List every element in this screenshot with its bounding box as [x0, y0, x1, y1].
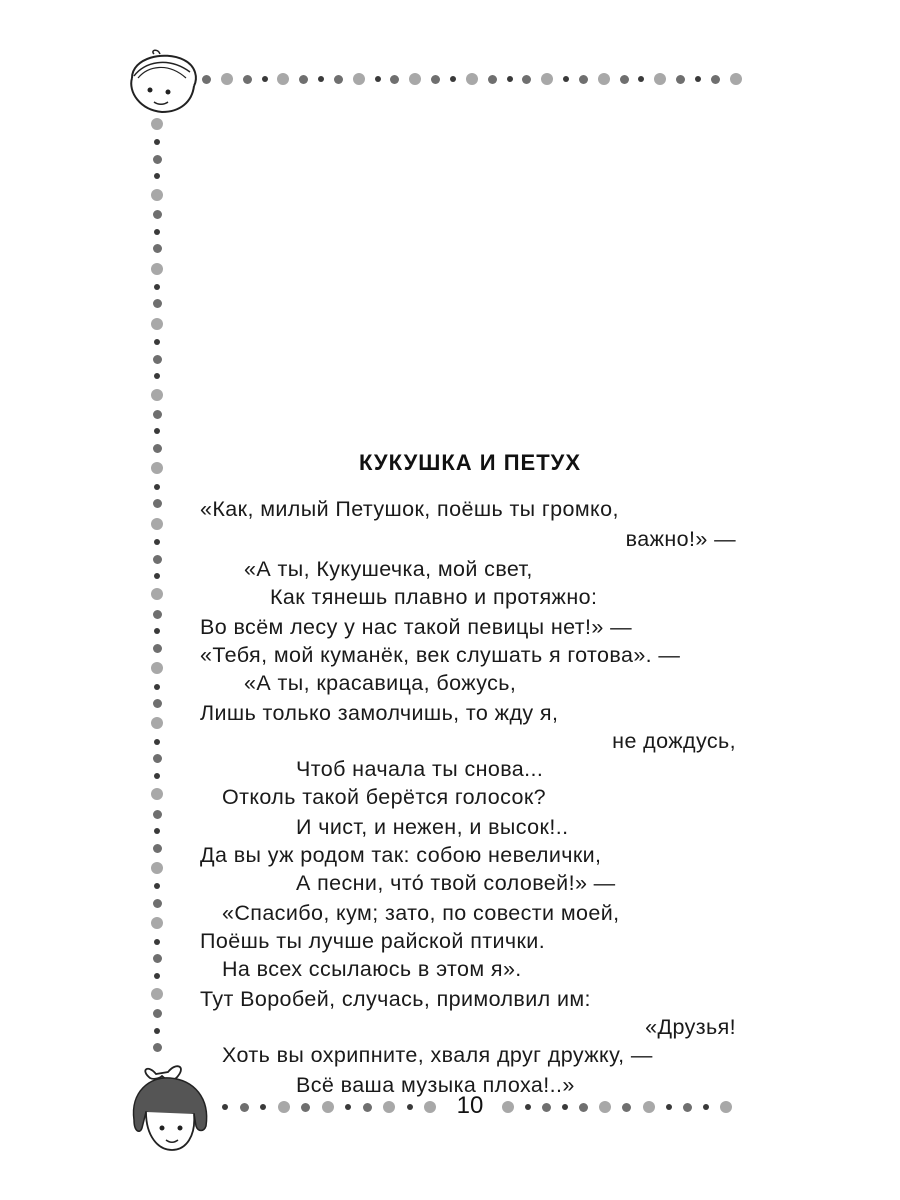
border-dot: [154, 628, 160, 634]
border-dot: [154, 229, 160, 235]
border-dot: [153, 699, 162, 708]
border-dot: [153, 954, 162, 963]
page-number: 10: [456, 1092, 484, 1119]
border-dot: [525, 1104, 531, 1110]
border-dot: [153, 1043, 162, 1052]
border-dot: [322, 1101, 334, 1113]
poem-line: «Как, милый Петушок, поёшь ты громко,: [200, 497, 619, 521]
border-dot: [720, 1101, 732, 1113]
poem-line: И чист, и нежен, и высок!..: [296, 815, 569, 839]
border-dot: [542, 1103, 551, 1112]
border-dot: [153, 155, 162, 164]
border-dot: [153, 899, 162, 908]
border-dot: [598, 73, 610, 85]
border-dot: [153, 244, 162, 253]
border-dot: [153, 810, 162, 819]
poem-line: Лишь только замолчишь, то жду я,: [200, 701, 559, 725]
border-dot: [151, 263, 163, 275]
border-dot: [154, 684, 160, 690]
border-dot: [151, 788, 163, 800]
border-dot: [154, 139, 160, 145]
border-dot: [466, 73, 478, 85]
poem-line: «А ты, Кукушечка, мой свет,: [244, 557, 533, 581]
border-dot: [345, 1104, 351, 1110]
border-dot: [431, 75, 440, 84]
border-dot: [620, 75, 629, 84]
border-bottom-right: [502, 1098, 732, 1116]
border-dot: [151, 518, 163, 530]
border-dot: [407, 1104, 413, 1110]
border-dot: [711, 75, 720, 84]
border-dot: [334, 75, 343, 84]
border-dot: [154, 973, 160, 979]
border-dot: [383, 1101, 395, 1113]
poem-line: «Спасибо, кум; зато, по совести моей,: [222, 901, 620, 925]
poem-line: Как тянешь плавно и протяжно:: [270, 585, 598, 609]
border-left: [148, 118, 166, 1053]
border-dot: [522, 75, 531, 84]
border-dot: [153, 210, 162, 219]
border-dot: [730, 73, 742, 85]
border-dot: [154, 773, 160, 779]
poem-line: А песни, что́ твой соловей!» —: [296, 871, 616, 895]
border-dot: [154, 883, 160, 889]
border-dot: [154, 428, 160, 434]
border-dot: [390, 75, 399, 84]
poem-line: Чтоб начала ты снова...: [296, 757, 544, 781]
border-dot: [666, 1104, 672, 1110]
border-dot: [260, 1104, 266, 1110]
border-dot: [153, 555, 162, 564]
border-dot: [154, 1028, 160, 1034]
poem-line: «А ты, красавица, божусь,: [244, 671, 517, 695]
border-dot: [599, 1101, 611, 1113]
border-dot: [154, 573, 160, 579]
poem-line: Тут Воробей, случась, примолвил им:: [200, 987, 591, 1011]
border-dot: [262, 76, 268, 82]
border-dot: [563, 76, 569, 82]
border-dot: [676, 75, 685, 84]
border-dot: [151, 588, 163, 600]
border-bottom-left: [222, 1098, 436, 1116]
border-dot: [153, 844, 162, 853]
border-dot: [221, 73, 233, 85]
border-dot: [301, 1103, 310, 1112]
border-dot: [151, 988, 163, 1000]
border-dot: [151, 318, 163, 330]
border-dot: [299, 75, 308, 84]
border-dot: [243, 75, 252, 84]
border-dot: [153, 1009, 162, 1018]
border-dot: [654, 73, 666, 85]
girl-face-icon: [124, 48, 200, 118]
girl-with-bow-icon: [124, 1062, 214, 1158]
border-dot: [151, 389, 163, 401]
border-dot: [151, 662, 163, 674]
border-dot: [222, 1104, 228, 1110]
border-dot: [363, 1103, 372, 1112]
border-dot: [318, 76, 324, 82]
poem-line: Да вы уж родом так: собою невелички,: [200, 843, 602, 867]
border-dot: [622, 1103, 631, 1112]
border-dot: [153, 499, 162, 508]
border-dot: [153, 644, 162, 653]
border-dot: [154, 939, 160, 945]
border-dot: [153, 410, 162, 419]
border-dot: [240, 1103, 249, 1112]
border-dot: [683, 1103, 692, 1112]
border-dot: [151, 917, 163, 929]
border-dot: [153, 355, 162, 364]
page-title: КУКУШКА И ПЕТУХ: [358, 450, 582, 475]
poem-line: Всё ваша музыка плоха!..»: [296, 1073, 575, 1097]
poem-line: «Друзья!: [645, 1015, 736, 1039]
poem-line: важно!» —: [625, 527, 736, 551]
border-dot: [450, 76, 456, 82]
border-top: [202, 70, 742, 88]
poem-line: Хоть вы охрипните, хваля друг дружку, —: [222, 1043, 653, 1067]
border-dot: [277, 73, 289, 85]
poem-line: не дождусь,: [612, 729, 736, 753]
border-dot: [154, 828, 160, 834]
border-dot: [154, 373, 160, 379]
border-dot: [703, 1104, 709, 1110]
border-dot: [151, 118, 163, 130]
border-dot: [154, 739, 160, 745]
border-dot: [579, 75, 588, 84]
border-dot: [375, 76, 381, 82]
border-dot: [643, 1101, 655, 1113]
border-dot: [153, 610, 162, 619]
border-dot: [488, 75, 497, 84]
border-dot: [507, 76, 513, 82]
border-dot: [153, 444, 162, 453]
border-dot: [278, 1101, 290, 1113]
border-dot: [579, 1103, 588, 1112]
border-dot: [562, 1104, 568, 1110]
border-dot: [502, 1101, 514, 1113]
border-dot: [153, 299, 162, 308]
border-dot: [154, 339, 160, 345]
border-dot: [151, 717, 163, 729]
border-dot: [409, 73, 421, 85]
border-dot: [154, 539, 160, 545]
border-dot: [151, 462, 163, 474]
poem-line: На всех ссылаюсь в этом я».: [222, 957, 522, 981]
border-dot: [153, 754, 162, 763]
poem-line: Отколь такой берётся голосок?: [222, 785, 547, 809]
border-dot: [154, 173, 160, 179]
border-dot: [202, 75, 211, 84]
poem-line: Во всём лесу у нас такой певицы нет!» —: [200, 615, 633, 639]
border-dot: [424, 1101, 436, 1113]
border-dot: [151, 189, 163, 201]
border-dot: [541, 73, 553, 85]
poem-line: «Тебя, мой куманёк, век слушать я готова». —: [200, 643, 681, 667]
border-dot: [154, 484, 160, 490]
border-dot: [638, 76, 644, 82]
border-dot: [353, 73, 365, 85]
border-dot: [154, 284, 160, 290]
border-dot: [151, 862, 163, 874]
poem-line: Поёшь ты лучше райской птички.: [200, 929, 546, 953]
border-dot: [695, 76, 701, 82]
